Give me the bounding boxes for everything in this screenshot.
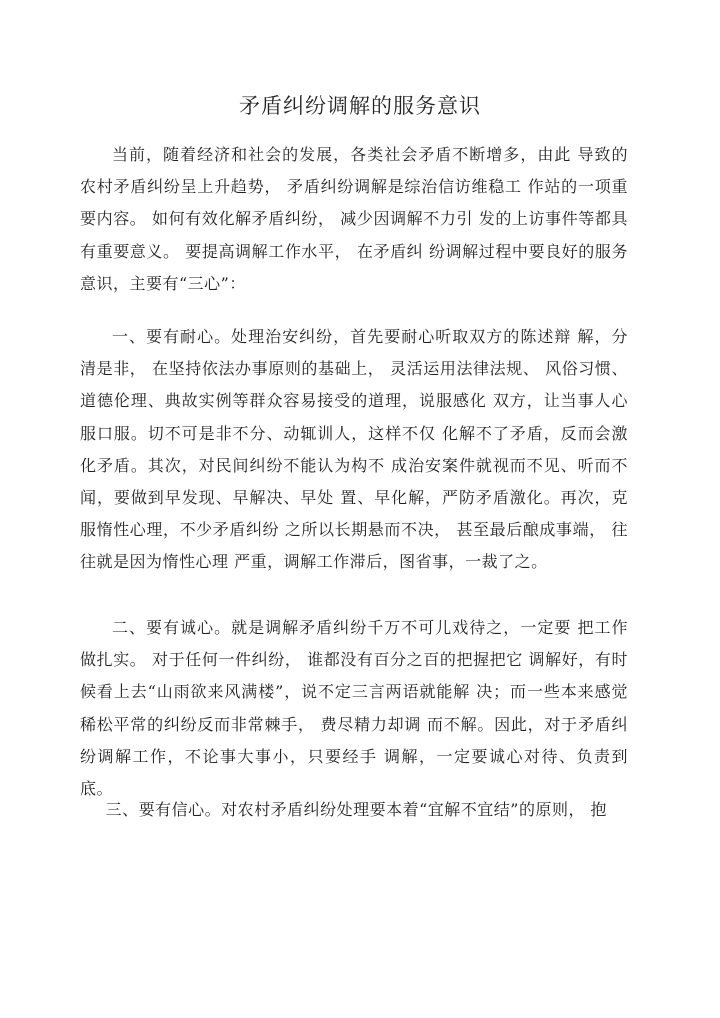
paragraph-patience: 一、要有耐心。处理治安纠纷，首先要耐心听取双方的陈述辩 解，分清是非， 在坚持依法办事原则的基础上， 灵活运用法律法规、 风俗习惯、道德伦理、典故实例等群众容易接受的道理，说服感化 双方，让当事人心服口服。切不可是非不分、动辄训人，这样不仅 化解不了矛盾，反而会激化矛盾。其次，对民间纠纷不能认为构不 成治安案件就视而不见、听而不闻，要做到早发现、早解决、早处 置、早化解，严防矛盾激化。再次，克服惰性心理，不少矛盾纠纷 之所以长期悬而不决， 甚至最后酿成事端， 往往就是因为惰性心理 严重，调解工作滞后，图省事，一裁了之。 <box>80 327 628 572</box>
paragraph-confidence: 三、要有信心。对农村矛盾纠纷处理要本着“宜解不宜结”的原则， 抱 <box>105 800 608 819</box>
document-title: 矛盾纠纷调解的服务意识 <box>239 94 481 118</box>
paragraph-sincerity: 二、要有诚心。就是调解矛盾纠纷千万不可儿戏待之，一定要 把工作做扎实。 对于任何一件纠纷， 谁都没有百分之百的把握把它 调解好，有时候看上去“山雨欲来风满楼”，说不定三言两语就能解 决；而一些本来感觉稀松平常的纠纷反而非常棘手， 费尽精力却调 而不解。因此，对于矛盾纠纷调解工作，不论事大事小，只要经手 调解，一定要诚心对待、负责到底。 <box>80 618 628 799</box>
paragraph-intro: 当前，随着经济和社会的发展，各类社会矛盾不断增多，由此 导致的农村矛盾纠纷呈上升趋势， 矛盾纠纷调解是综治信访维稳工 作站的一项重要内容。 如何有效化解矛盾纠纷， 减少因调解不力引 发的上访事件等都具有重要意义。 要提高调解工作水平， 在矛盾纠 纷调解过程中要良好的服务意识，主要有“三心”： <box>80 145 628 293</box>
